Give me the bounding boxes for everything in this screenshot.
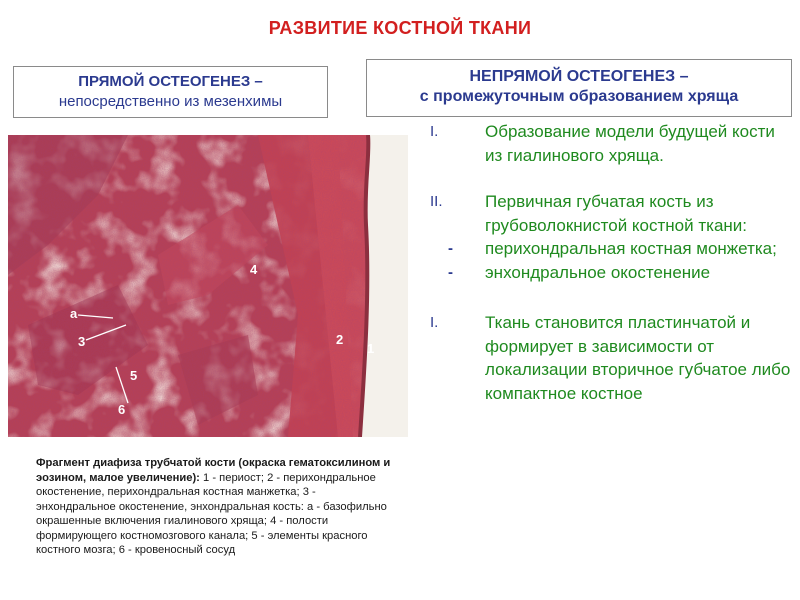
stage-item [430, 120, 795, 167]
micrograph-image [8, 135, 408, 437]
caption-legend: 1 - периост; 2 - перихондральное окостенение, перихондральная костная манжетка; 3 - энхондральное окостенение, энхондральная кость: а - базофильно окрашенные включения гиалинового хряща; 4 - полости формирующего костномозгового канала; 5 - элементы красного костного мозга; 6 - кровеносный сосуд [36, 471, 387, 556]
stage-marker: I. [430, 314, 439, 331]
stage-text: Образование модели будущей кости из гиалинового хряща. [485, 122, 775, 165]
direct-osteogenesis-heading: ПРЯМОЙ ОСТЕОГЕНЕЗ – [78, 73, 263, 90]
label-5: 5 [130, 368, 138, 383]
stage-text: перихондральная костная монжетка; [485, 239, 777, 258]
stage-subitem [430, 261, 795, 285]
stage-text: энхондральное окостенение [485, 262, 711, 282]
label-3: 3 [78, 334, 86, 349]
label-a: а [70, 306, 78, 321]
stage-text: Первичная губчатая кость из грубоволокнистой костной ткани: [485, 192, 748, 235]
indirect-osteogenesis-subtitle: с промежуточным образованием хряща [419, 88, 739, 105]
stage-item [430, 190, 795, 237]
direct-osteogenesis-subtitle: непосредственно из мезенхимы [58, 93, 283, 110]
label-1: 1 [367, 341, 375, 356]
histology-micrograph [8, 135, 408, 437]
direct-osteogenesis-box [13, 66, 328, 118]
indirect-osteogenesis-heading: НЕПРЯМОЙ ОСТЕОГЕНЕЗ – [469, 68, 689, 85]
stage-marker: - [448, 263, 453, 281]
label-2: 2 [336, 332, 344, 347]
label-4: 4 [250, 262, 258, 277]
stage-marker: II. [430, 193, 443, 210]
stage-item [430, 311, 795, 405]
stage-text: Ткань становится пластинчатой и формирует в зависимости от локализации вторичное губчатое либо компактное костное [485, 313, 791, 403]
stage-subitem [430, 237, 795, 261]
label-6: 6 [118, 402, 126, 417]
indirect-osteogenesis-stages [430, 120, 795, 405]
caption-title: Фрагмент диафиза трубчатой кости (окраска гематоксилином и эозином, малое увеличение): [36, 457, 391, 484]
stage-marker: I. [430, 123, 439, 140]
figure-caption [36, 456, 396, 558]
page-title: РАЗВИТИЕ КОСТНОЙ ТКАНИ [268, 18, 532, 38]
stage-marker: - [448, 240, 453, 257]
indirect-osteogenesis-box [366, 59, 792, 117]
